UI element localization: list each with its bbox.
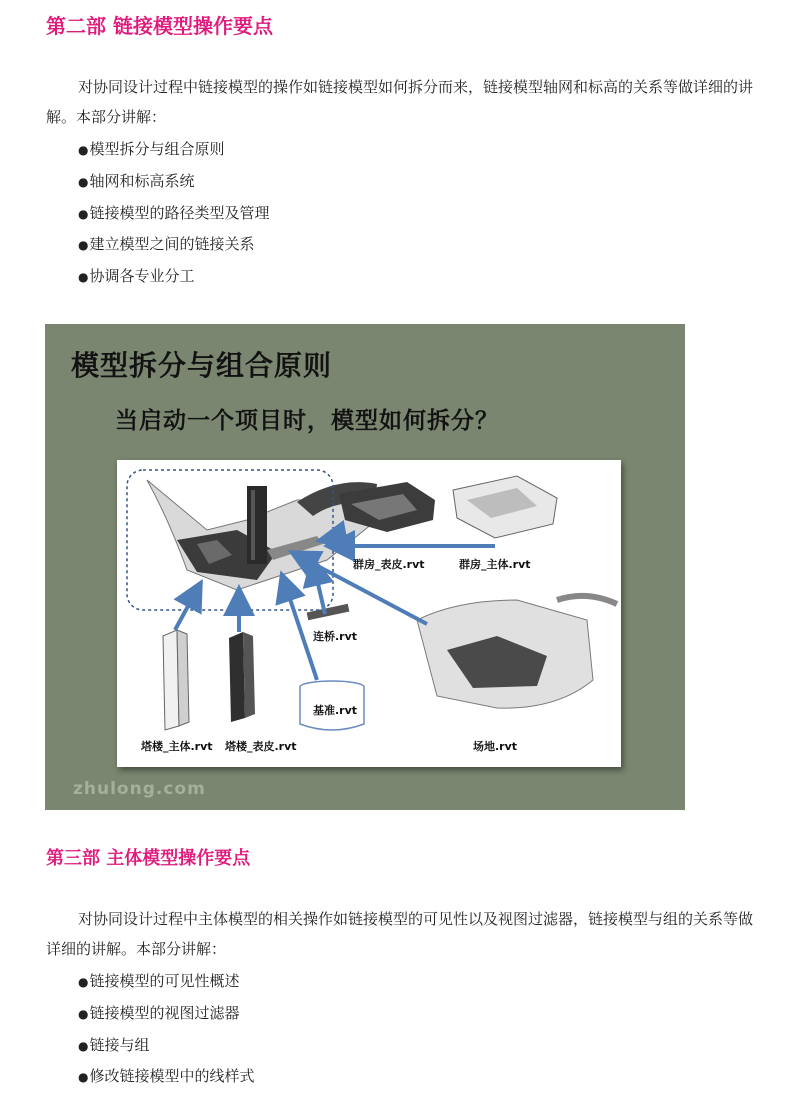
section-paragraph: 对协同设计过程中链接模型的操作如链接模型如何拆分而来，链接模型轴网和标高的关系等做详细的讲解。本部分讲解：: [46, 78, 754, 126]
slide-title: 模型拆分与组合原则: [71, 349, 333, 382]
list-item: ● 链接模型的可见性概述: [78, 966, 255, 998]
section-heading: 第三部 主体模型操作要点: [46, 848, 251, 869]
list-item: ● 修改链接模型中的线样式: [78, 1061, 255, 1093]
list-item: ● 模型拆分与组合原则: [78, 134, 270, 166]
tower-main-label: 塔楼_主体.rvt: [141, 740, 213, 753]
slide-image: [45, 324, 685, 810]
section-paragraph: 对协同设计过程中主体模型的相关操作如链接模型的可见性以及视图过滤器，链接模型与组的关系等做详细的讲解。本部分讲解：: [46, 910, 754, 958]
list-item: ● 协调各专业分工: [78, 261, 270, 293]
list-item: ● 链接模型的路径类型及管理: [78, 198, 270, 230]
site-label: 场地.rvt: [473, 740, 518, 753]
site-graphic: [417, 596, 617, 708]
tower-main-graphic: [163, 630, 189, 730]
podium-main-label: 群房_主体.rvt: [459, 558, 531, 571]
slide-subtitle: 当启动一个项目时，模型如何拆分？: [115, 408, 499, 434]
base-label: 基准.rvt: [313, 704, 358, 717]
list-item: ● 建立模型之间的链接关系: [78, 229, 270, 261]
section-heading: 第二部 链接模型操作要点: [46, 14, 273, 38]
arrow: [283, 578, 317, 680]
bullet-list: [78, 134, 270, 293]
diagram-drawing: [117, 460, 621, 767]
watermark: zhulong.com: [73, 779, 206, 799]
bullet-list: [78, 966, 255, 1093]
list-item: ● 轴网和标高系统: [78, 166, 270, 198]
tower-skin-label: 塔楼_表皮.rvt: [225, 740, 297, 753]
tower-skin-graphic: [229, 632, 255, 722]
arrow: [175, 586, 199, 630]
model-split-diagram: [117, 460, 621, 767]
podium-main-graphic: [453, 476, 557, 538]
bridge-label: 连桥.rvt: [313, 630, 358, 643]
list-item: ● 链接与组: [78, 1030, 255, 1062]
podium-skin-label: 群房_表皮.rvt: [353, 558, 425, 571]
list-item: ● 链接模型的视图过滤器: [78, 998, 255, 1030]
